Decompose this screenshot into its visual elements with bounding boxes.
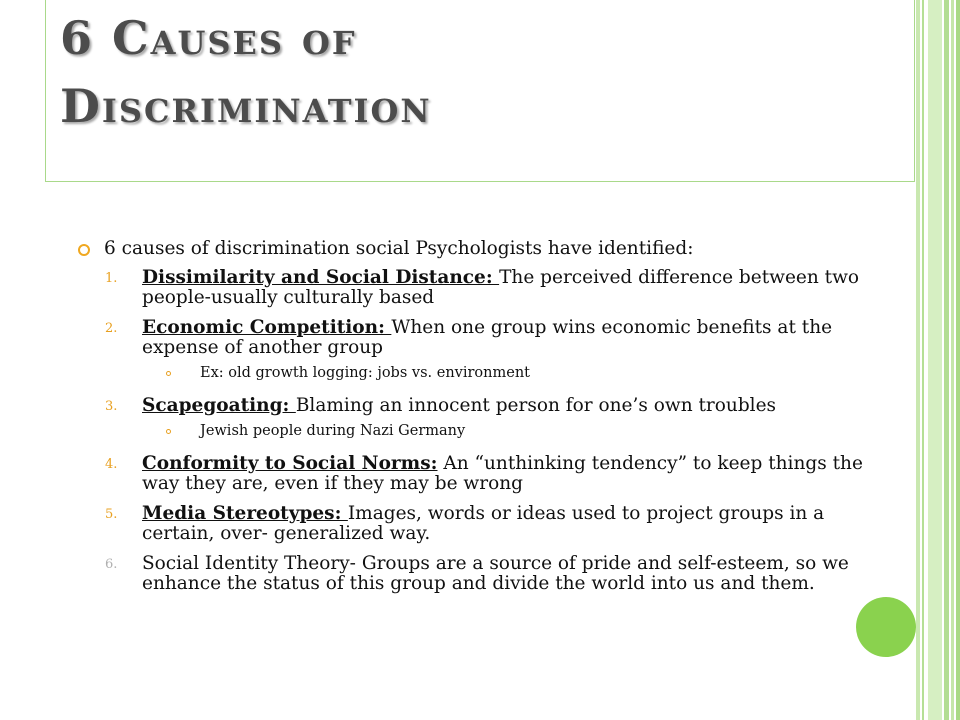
item-text: Social Identity Theory- Groups are a source of pride and self-esteem, so we enhance the status of this group and divide the world into us and them.: [142, 553, 849, 594]
sub-item: [78, 422, 888, 440]
stripe: [956, 0, 960, 720]
list-item: [78, 454, 888, 494]
item-number: 3.: [105, 399, 118, 414]
ring-bullet-icon: [166, 371, 171, 376]
decorative-stripes: [916, 0, 960, 720]
sub-item-text: Jewish people during Nazi Germany: [200, 423, 466, 439]
sub-item: [78, 364, 888, 382]
item-term: Conformity to Social Norms:: [142, 453, 438, 474]
item-number: 4.: [105, 457, 118, 472]
title-line-1: 6 Causes of: [60, 11, 357, 65]
stripe: [928, 0, 942, 720]
item-text: Blaming an innocent person for one’s own troubles: [295, 395, 777, 416]
item-text: Images, words or ideas used to project groups in a certain, over- generalized way.: [142, 503, 825, 544]
stripe: [944, 0, 949, 720]
ring-bullet-icon: [78, 244, 90, 256]
item-text: When one group wins economic benefits at the expense of another group: [142, 317, 833, 358]
list-item: [78, 396, 888, 416]
list-item: [78, 268, 888, 308]
item-term: Media Stereotypes:: [142, 503, 348, 524]
slide-title: [60, 4, 432, 140]
ring-bullet-icon: [166, 429, 171, 434]
item-number: 1.: [105, 271, 118, 286]
item-term: Scapegoating:: [142, 395, 296, 416]
item-text: An “unthinking tendency” to keep things the way they are, even if they may be wrong: [142, 453, 863, 494]
intro-bullet: [78, 238, 888, 260]
decorative-circle: [856, 597, 916, 657]
title-line-2: Discrimination: [60, 79, 432, 133]
item-number: 6.: [105, 557, 118, 572]
item-text: The perceived difference between two people-usually culturally based: [142, 267, 860, 308]
intro-text: 6 causes of discrimination social Psychologists have identified:: [104, 238, 694, 259]
list-item: [78, 504, 888, 544]
item-number: 5.: [105, 507, 118, 522]
causes-list: [78, 268, 888, 594]
slide-body: [78, 238, 888, 604]
stripe: [916, 0, 920, 720]
list-item: [78, 554, 888, 594]
list-item: [78, 318, 888, 358]
item-number: 2.: [105, 321, 118, 336]
item-term: Economic Competition:: [142, 317, 392, 338]
sub-item-text: Ex: old growth logging: jobs vs. environment: [200, 365, 530, 381]
stripe: [951, 0, 954, 720]
item-term: Dissimilarity and Social Distance:: [142, 267, 500, 288]
stripe: [922, 0, 924, 720]
